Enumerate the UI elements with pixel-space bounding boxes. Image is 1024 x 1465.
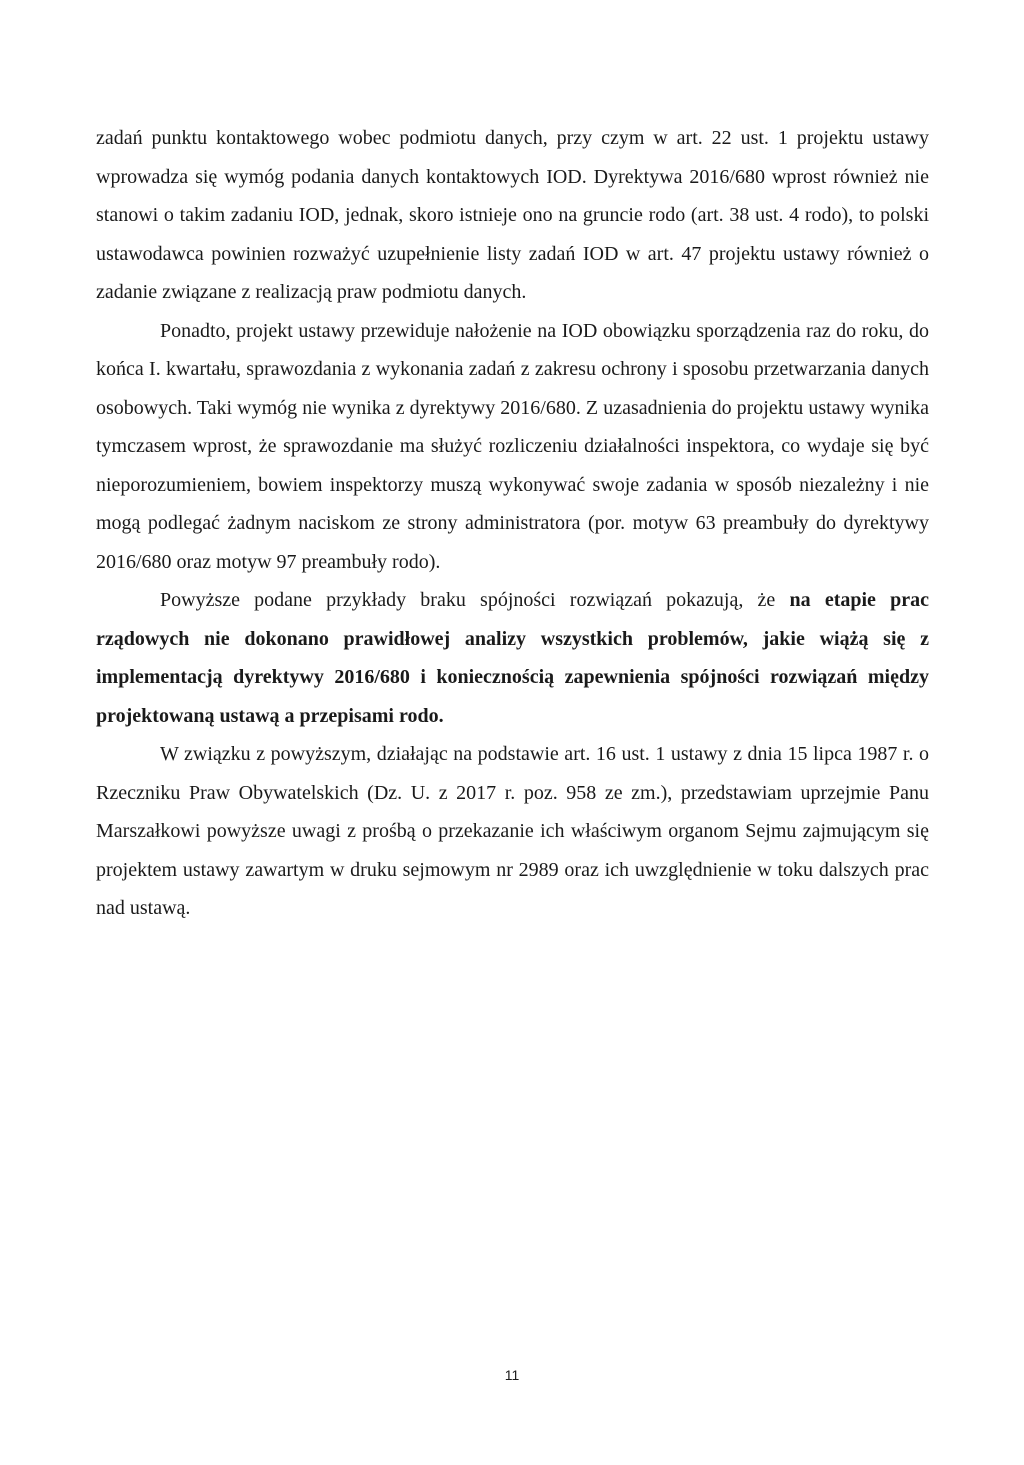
paragraph-2 (96, 312, 929, 582)
paragraph-3 (96, 581, 929, 735)
paragraph-1 (96, 119, 929, 312)
paragraph-4 (96, 735, 929, 928)
paragraph-3-emphasis: na etapie prac rządowych nie dokonano prawidłowej analizy wszystkich problemów, jakie wiążą się z implementacją dyrektywy 2016/680 i koniecznością zapewnienia spójności rozwiązań między projektowaną ustawą a przepisami rodo. (96, 589, 929, 727)
paragraph-4-text: W związku z powyższym, działając na podstawie art. 16 ust. 1 ustawy z dnia 15 lipca 1987 r. o Rzeczniku Praw Obywatelskich (Dz. U. z 2017 r. poz. 958 ze zm.), przedstawiam uprzejmie Panu Marszałkowi powyższe uwagi z prośbą o przekazanie ich właściwym organom Sejmu zajmującym się projektem ustawy zawartym w druku sejmowym nr 2989 oraz ich uwzględnienie w toku dalszych prac nad ustawą. (96, 743, 929, 919)
page-number: 11 (504, 1367, 520, 1383)
document-body (96, 119, 929, 928)
paragraph-3-text: Powyższe podane przykłady braku spójności rozwiązań pokazują, że (160, 589, 790, 611)
paragraph-1-text: zadań punktu kontaktowego wobec podmiotu danych, przy czym w art. 22 ust. 1 projektu ustawy wprowadza się wymóg podania danych kontaktowych IOD. Dyrektywa 2016/680 wprost również nie stanowi o takim zadaniu IOD, jednak, skoro istnieje ono na gruncie rodo (art. 38 ust. 4 rodo), to polski ustawodawca powinien rozważyć uzupełnienie listy zadań IOD w art. 47 projektu ustawy również o zadanie związane z realizacją praw podmiotu danych. (96, 127, 929, 303)
paragraph-2-text: Ponadto, projekt ustawy przewiduje nałożenie na IOD obowiązku sporządzenia raz do roku, do końca I. kwartału, sprawozdania z wykonania zadań z zakresu ochrony i sposobu przetwarzania danych osobowych. Taki wymóg nie wynika z dyrektywy 2016/680. Z uzasadnienia do projektu ustawy wynika tymczasem wprost, że sprawozdanie ma służyć rozliczeniu działalności inspektora, co wydaje się być nieporozumieniem, bowiem inspektorzy muszą wykonywać swoje zadania w sposób niezależny i nie mogą podlegać żadnym naciskom ze strony administratora (por. motyw 63 preambuły do dyrektywy 2016/680 oraz motyw 97 preambuły rodo). (96, 319, 929, 573)
